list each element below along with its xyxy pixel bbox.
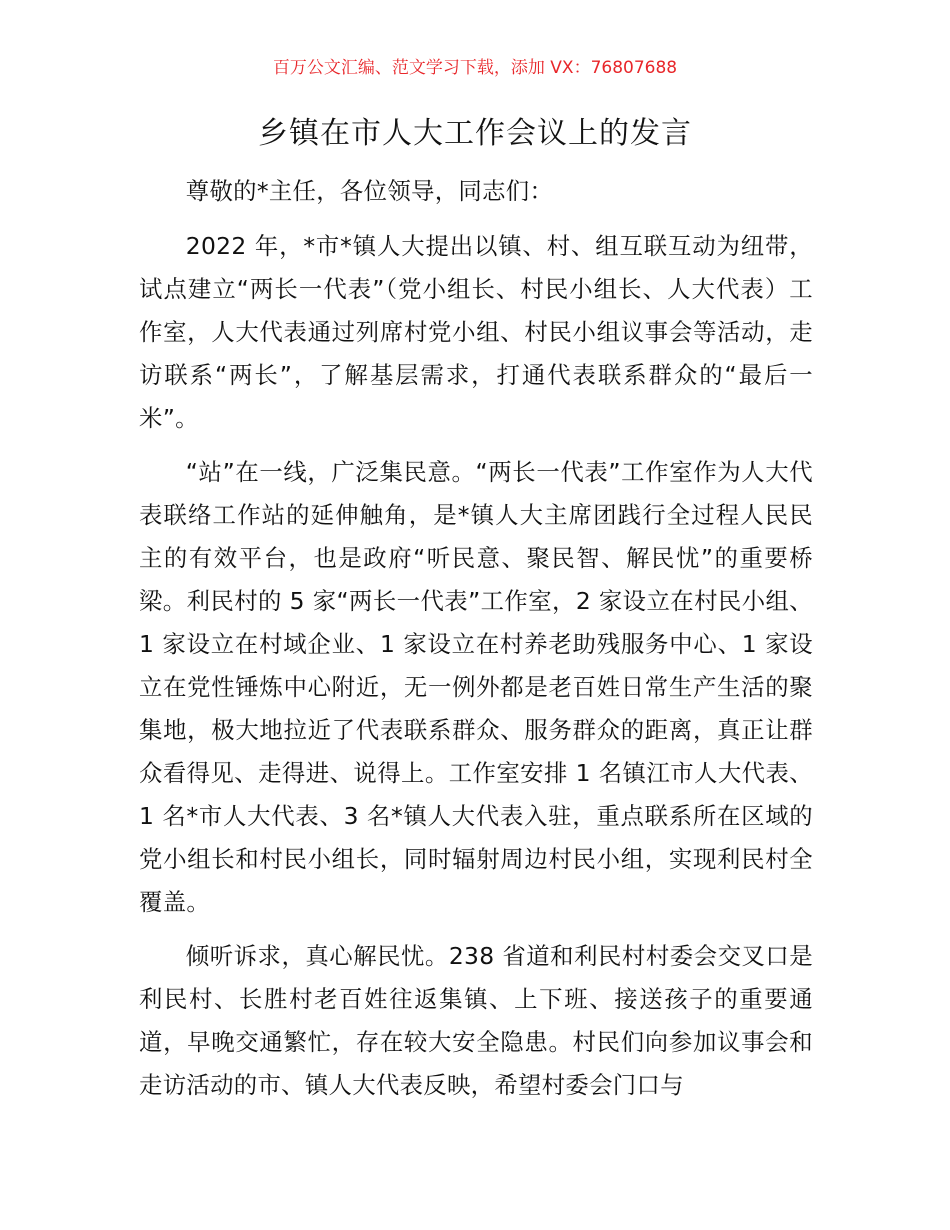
document-title: 乡镇在市人大工作会议上的发言 (258, 116, 692, 151)
download-promo-note: 百万公文汇编、范文学习下载，添加 VX：76807688 (272, 58, 678, 78)
paragraph-listen-appeals: 倾听诉求，真心解民忧。238 省道和利民村村委会交叉口是利民村、长胜村老百姓往返集镇、上下班、接送孩子的重要通道，早晚交通繁忙，存在较大安全隐患。村民们向参加议事会和走访活动的市、镇人大代表反映，希望村委会门口与 (139, 942, 813, 1099)
salutation: 尊敬的*主任，各位领导，同志们： (185, 177, 554, 205)
paragraph-intro: 2022 年，*市*镇人大提出以镇、村、组互联互动为纽带，试点建立“两长一代表”（党小组长、村民小组长、人大代表）工作室，人大代表通过列席村党小组、村民小组议事会等活动，走访联系“两长”，了解基层需求，打通代表联系群众的“最后一米”。 (139, 232, 813, 432)
paragraph-station-frontline: “站”在一线，广泛集民意。“两长一代表”工作室作为人大代表联络工作站的延伸触角，是*镇人大主席团践行全过程人民民主的有效平台，也是政府“听民意、聚民智、解民忧”的重要桥梁。利民村的 5 家“两长一代表”工作室，2 家设立在村民小组、1 家设立在村域企业、1 家设立在村养老助残服务中心、1 家设立在党性锤炼中心附近，无一例外都是老百姓日常生产生活的聚集地，极大地拉近了代表联系群众、服务群众的距离，真正让群众看得见、走得进、说得上。工作室安排 1 名镇江市人大代表、1 名*市人大代表、3 名*镇人大代表入驻，重点联系所在区域的党小组长和村民小组长，同时辐射周边村民小组，实现利民村全覆盖。 (139, 458, 813, 916)
document-body (139, 170, 813, 1107)
